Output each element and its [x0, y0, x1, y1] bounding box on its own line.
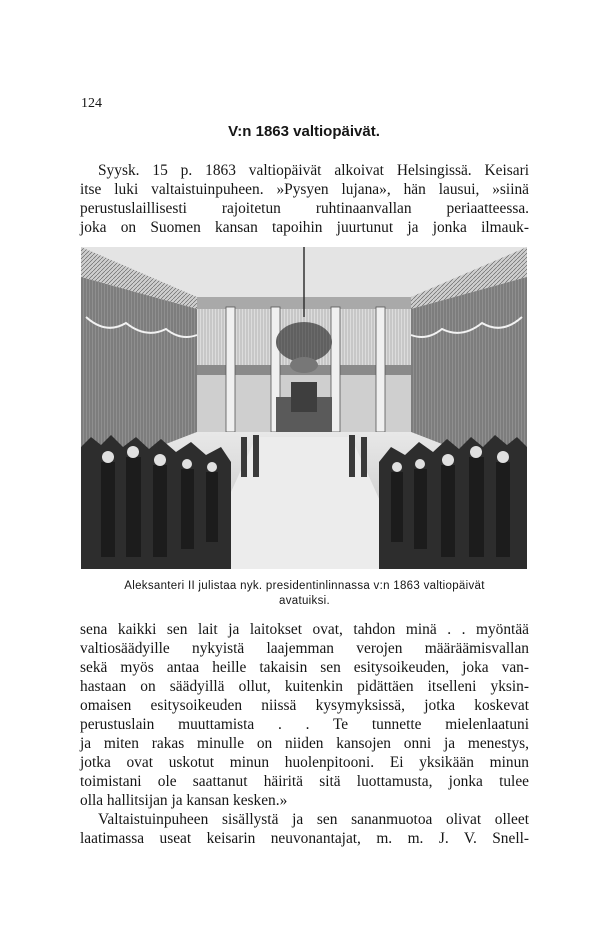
text-line: joka on Suomen kansan tapoihin juurtunut ja jonka ilmauk- [80, 219, 529, 236]
text-line: laatimassa useat keisarin neuvonantajat, m. m. J. V. Snell- [80, 830, 529, 847]
engraving-illustration [81, 247, 527, 569]
text-line: valtiosäädyille nykyistä laajemman verojen määräämisvallan [80, 640, 529, 657]
text-line: perustuslain muuttamista . . Te tunnette mielenlaatuni [80, 716, 529, 733]
text-line: Valtaistuinpuheen sisällystä ja sen sananmuotoa olivat olleet [98, 811, 529, 828]
text-line: perustuslaillisesti rajoitetun ruhtinaanvallan periaatteessa. [80, 200, 529, 217]
text-line: toimistani ole saattanut häiritä sitä luottamusta, jonka tulee [80, 773, 529, 790]
caption-line: Aleksanteri II julistaa nyk. presidentinlinnassa v:n 1863 valtiopäivät [124, 580, 485, 592]
hall-engraving [81, 247, 527, 569]
chapter-title: V:n 1863 valtiopäivät. [228, 123, 380, 140]
caption-line: avatuiksi. [279, 595, 330, 607]
text-line: sekä myös antaa heille takaisin sen esitysoikeuden, joka van- [80, 659, 529, 676]
text-line: olla hallitsijan ja kansan kesken.» [80, 792, 288, 809]
text-line: sena kaikki sen lait ja laitokset ovat, tahdon minä . . myöntää [80, 621, 529, 638]
text-line: itse luki valtaistuinpuheen. »Pysyen lujana», hän lausui, »siinä [80, 181, 529, 198]
text-line: ja miten rakas minulle on niiden kansojen onni ja menestys, [80, 735, 529, 752]
text-line: jotka ovat uskotut minun huolenpitooni. Ei yksikään minun [80, 754, 529, 771]
page-number: 124 [81, 96, 102, 111]
figure-caption [80, 579, 529, 609]
text-line: hastaan on säädyillä ollut, kuitenkin pidättäen itselleni yksin- [80, 678, 529, 695]
text-line: Syysk. 15 p. 1863 valtiopäivät alkoivat Helsingissä. Keisari [98, 162, 529, 179]
body-paragraph [80, 620, 529, 848]
intro-paragraph [80, 161, 529, 237]
text-line: omaisen esitysoikeuden niissä kysymyksissä, jotka koskevat [80, 697, 529, 714]
